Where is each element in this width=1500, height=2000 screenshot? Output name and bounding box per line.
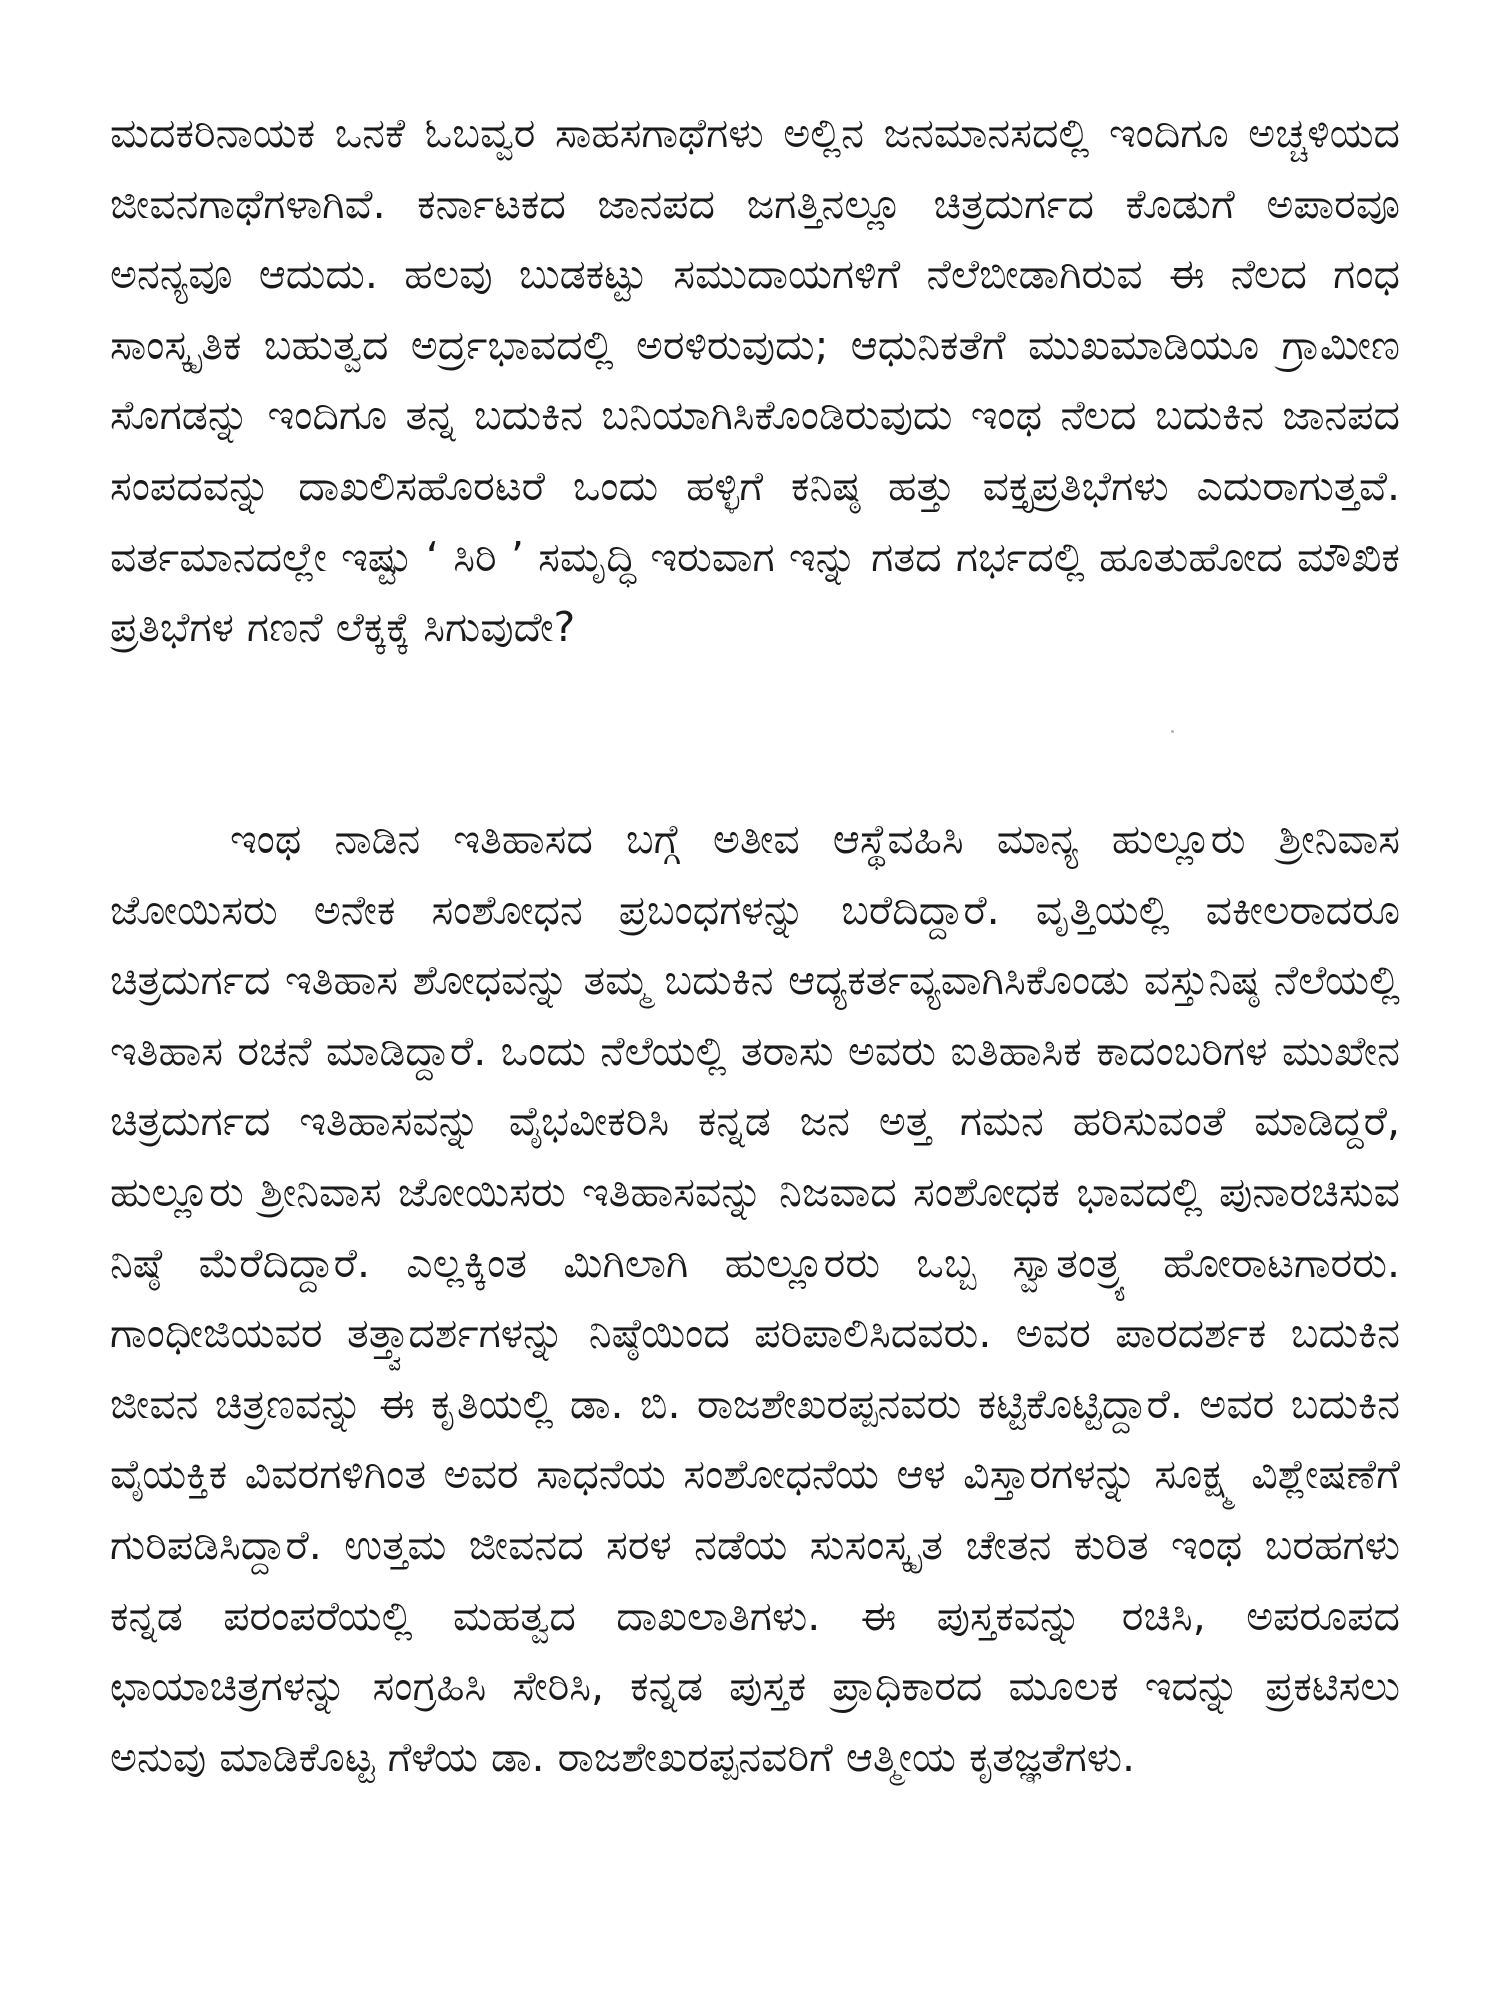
- scan-speck: [1171, 730, 1174, 733]
- paragraph-1: ಮದಕರಿನಾಯಕ ಒನಕೆ ಓಬವ್ವರ ಸಾಹಸಗಾಥೆಗಳು ಅಲ್ಲಿನ ಜನಮಾನಸದಲ್ಲಿ ಇಂದಿಗೂ ಅಚ್ಚಳಿಯದ ಜೀವನಗಾಥೆಗಳಾಗಿವೆ. ಕರ್ನಾಟಕದ ಜಾನಪದ ಜಗತ್ತಿನಲ್ಲೂ ಚಿತ್ರದುರ್ಗದ ಕೊಡುಗೆ ಅಪಾರವೂ ಅನನ್ಯವೂ ಆದುದು. ಹಲವು ಬುಡಕಟ್ಟು ಸಮುದಾಯಗಳಿಗೆ ನೆಲೆಬೀಡಾಗಿರುವ ಈ ನೆಲದ ಗಂಧ ಸಾಂಸ್ಕೃತಿಕ ಬಹುತ್ವದ ಅರ್ದ್ರಭಾವದಲ್ಲಿ ಅರಳಿರುವುದು; ಆಧುನಿಕತೆಗೆ ಮುಖಮಾಡಿಯೂ ಗ್ರಾಮೀಣ ಸೊಗಡನ್ನು ಇಂದಿಗೂ ತನ್ನ ಬದುಕಿನ ಬನಿಯಾಗಿಸಿಕೊಂಡಿರುವುದು ಇಂಥ ನೆಲದ ಬದುಕಿನ ಜಾನಪದ ಸಂಪದವನ್ನು ದಾಖಲಿಸಹೊರಟರೆ ಒಂದು ಹಳ್ಳಿಗೆ ಕನಿಷ್ಠ ಹತ್ತು ವಕ್ತೃಪ್ರತಿಭೆಗಳು ಎದುರಾಗುತ್ತವೆ. ವರ್ತಮಾನದಲ್ಲೇ ಇಷ್ಟು ‘ ಸಿರಿ ’ ಸಮೃದ್ಧಿ ಇರುವಾಗ ಇನ್ನು ಗತದ ಗರ್ಭದಲ್ಲಿ ಹೂತುಹೋದ ಮೌಖಿಕ ಪ್ರತಿಭೆಗಳ ಗಣನೆ ಲೆಕ್ಕಕ್ಕೆ ಸಿಗುವುದೇ?: [110, 109, 1400, 652]
- paragraph-2: ಇಂಥ ನಾಡಿನ ಇತಿಹಾಸದ ಬಗ್ಗೆ ಅತೀವ ಆಸ್ಥೆವಹಿಸಿ ಮಾನ್ಯ ಹುಲ್ಲೂರು ಶ್ರೀನಿವಾಸ ಜೋಯಿಸರು ಅನೇಕ ಸಂಶೋಧನ ಪ್ರಬಂಧಗಳನ್ನು ಬರೆದಿದ್ದಾರೆ. ವೃತ್ತಿಯಲ್ಲಿ ವಕೀಲರಾದರೂ ಚಿತ್ರದುರ್ಗದ ಇತಿಹಾಸ ಶೋಧವನ್ನು ತಮ್ಮ ಬದುಕಿನ ಆದ್ಯಕರ್ತವ್ಯವಾಗಿಸಿಕೊಂಡು ವಸ್ತುನಿಷ್ಠ ನೆಲೆಯಲ್ಲಿ ಇತಿಹಾಸ ರಚನೆ ಮಾಡಿದ್ದಾರೆ. ಒಂದು ನೆಲೆಯಲ್ಲಿ ತರಾಸು ಅವರು ಐತಿಹಾಸಿಕ ಕಾದಂಬರಿಗಳ ಮುಖೇನ ಚಿತ್ರದುರ್ಗದ ಇತಿಹಾಸವನ್ನು ವೈಭವೀಕರಿಸಿ ಕನ್ನಡ ಜನ ಅತ್ತ ಗಮನ ಹರಿಸುವಂತೆ ಮಾಡಿದ್ದರೆ, ಹುಲ್ಲೂರು ಶ್ರೀನಿವಾಸ ಜೋಯಿಸರು ಇತಿಹಾಸವನ್ನು ನಿಜವಾದ ಸಂಶೋಧಕ ಭಾವದಲ್ಲಿ ಪುನಾರಚಿಸುವ ನಿಷ್ಠೆ ಮೆರೆದಿದ್ದಾರೆ. ಎಲ್ಲಕ್ಕಿಂತ ಮಿಗಿಲಾಗಿ ಹುಲ್ಲೂರರು ಒಬ್ಬ ಸ್ವಾತಂತ್ರ್ಯ ಹೋರಾಟಗಾರರು. ಗಾಂಧೀಜಿಯವರ ತತ್ತ್ವಾದರ್ಶಗಳನ್ನು ನಿಷ್ಠೆಯಿಂದ ಪರಿಪಾಲಿಸಿದವರು. ಅವರ ಪಾರದರ್ಶಕ ಬದುಕಿನ ಜೀವನ ಚಿತ್ರಣವನ್ನು ಈ ಕೃತಿಯಲ್ಲಿ ಡಾ. ಬಿ. ರಾಜಶೇಖರಪ್ಪನವರು ಕಟ್ಟಿಕೊಟ್ಟಿದ್ದಾರೆ. ಅವರ ಬದುಕಿನ ವೈಯಕ್ತಿಕ ವಿವರಗಳಿಗಿಂತ ಅವರ ಸಾಧನೆಯ ಸಂಶೋಧನೆಯ ಆಳ ವಿಸ್ತಾರಗಳನ್ನು ಸೂಕ್ಷ್ಮ ವಿಶ್ಲೇಷಣೆಗೆ ಗುರಿಪಡಿಸಿದ್ದಾರೆ. ಉತ್ತಮ ಜೀವನದ ಸರಳ ನಡೆಯ ಸುಸಂಸ್ಕೃತ ಚೇತನ ಕುರಿತ ಇಂಥ ಬರಹಗಳು ಕನ್ನಡ ಪರಂಪರೆಯಲ್ಲಿ ಮಹತ್ವದ ದಾಖಲಾತಿಗಳು. ಈ ಪುಸ್ತಕವನ್ನು ರಚಿಸಿ, ಅಪರೂಪದ ಛಾಯಾಚಿತ್ರಗಳನ್ನು ಸಂಗ್ರಹಿಸಿ ಸೇರಿಸಿ, ಕನ್ನಡ ಪುಸ್ತಕ ಪ್ರಾಧಿಕಾರದ ಮೂಲಕ ಇದನ್ನು ಪ್ರಕಟಿಸಲು ಅನುವು ಮಾಡಿಕೊಟ್ಟ ಗೆಳೆಯ ಡಾ. ರಾಜಶೇಖರಪ್ಪನವರಿಗೆ ಆತ್ಮೀಯ ಕೃತಜ್ಞತೆಗಳು.: [110, 815, 1400, 1781]
